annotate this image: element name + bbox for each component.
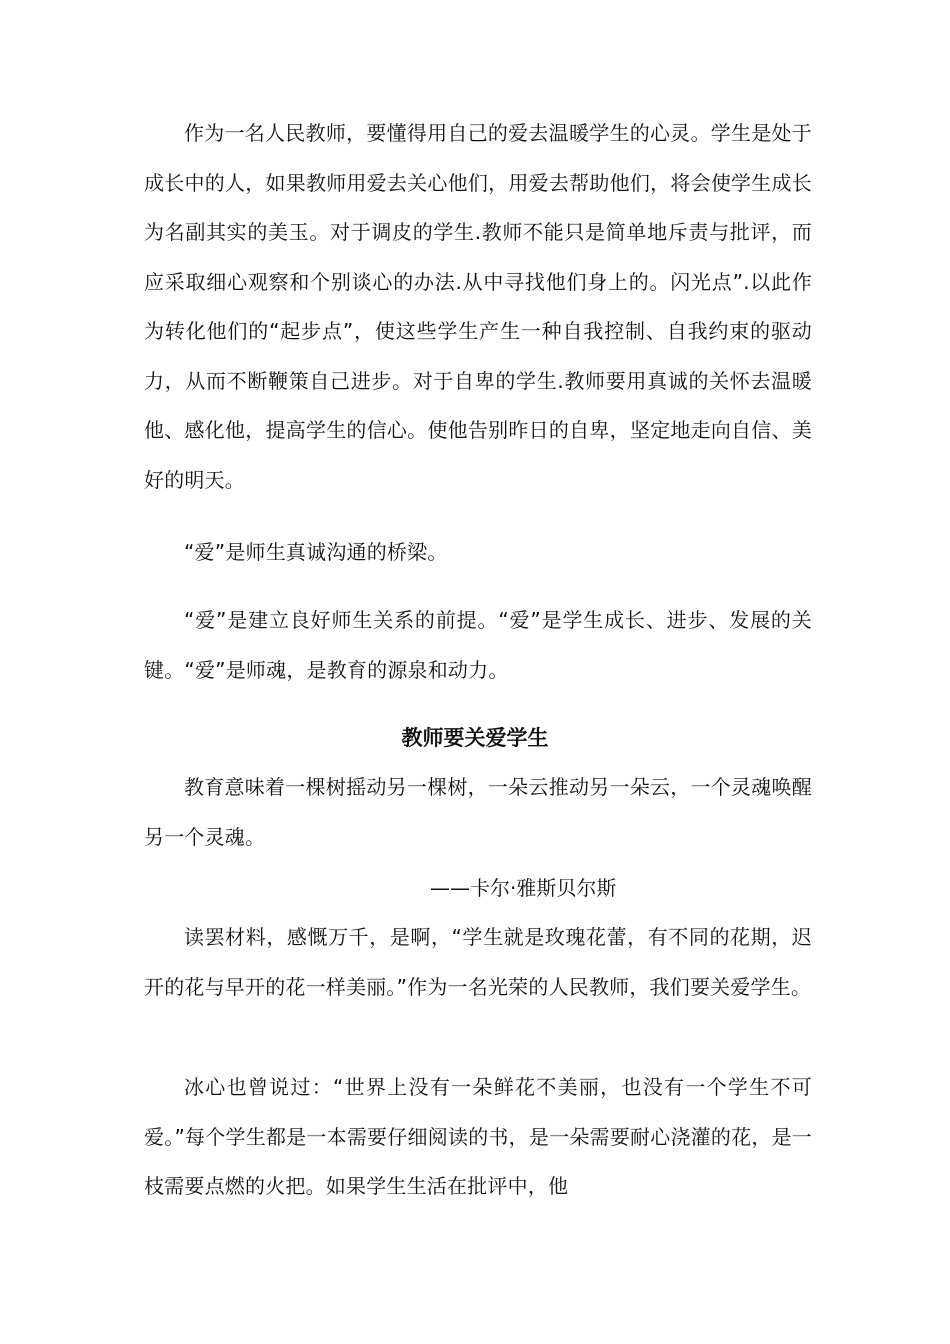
paragraph-reflection: 读罢材料，感慨万千，是啊，“学生就是玫瑰花蕾，有不同的花期，迟开的花与早开的花一样美丽。”作为一名光荣的人民教师，我们要关爱学生。 [144,925,812,999]
quote-attribution: ——卡尔·雅斯贝尔斯 [430,876,617,900]
section-title: 教师要关爱学生 [401,726,549,750]
paragraph-block [144,763,812,862]
paragraph-bingxin-quote: 冰心也曾说过：“世界上没有一朵鲜花不美丽，也没有一个学生不可爱。”每个学生都是一本需要仔细阅读的书，是一朵需要耐心浇灌的花，是一枝需要点燃的火把。如果学生生活在批评中，他 [144,1075,812,1198]
paragraph-block [144,528,812,578]
paragraph-block [144,596,812,695]
paragraph-love-bridge: “爱”是师生真诚沟通的桥梁。 [184,540,448,564]
paragraph-block [144,1063,812,1212]
paragraph-love-warms-hearts: 作为一名人民教师，要懂得用自己的爱去温暖学生的心灵。学生是处于成长中的人，如果教师用爱去关心他们，用爱去帮助他们，将会使学生成长为名副其实的美玉。对于调皮的学生.教师不能只是简单地斥责与批评，而应采取细心观察和个别谈心的办法.从中寻找他们身上的。闪光点”.以此作为转化他们的“起步点”，使这些学生产生一种自我控制、自我约束的驱动力，从而不断鞭策自己进步。对于自卑的学生.教师要用真诚的关怀去温暖他、感化他，提高学生的信心。使他告别昨日的自卑，坚定地走向自信、美好的明天。 [144,121,812,492]
quote-paragraph: 教育意味着一棵树摇动另一棵树，一朵云推动另一朵云，一个灵魂唤醒另一个灵魂。 [144,775,812,849]
paragraph-love-premise: “爱”是建立良好师生关系的前提。“爱”是学生成长、进步、发展的关键。“爱”是师魂，是教育的源泉和动力。 [144,608,812,682]
paragraph-block [144,913,812,1012]
paragraph-block [144,109,812,505]
